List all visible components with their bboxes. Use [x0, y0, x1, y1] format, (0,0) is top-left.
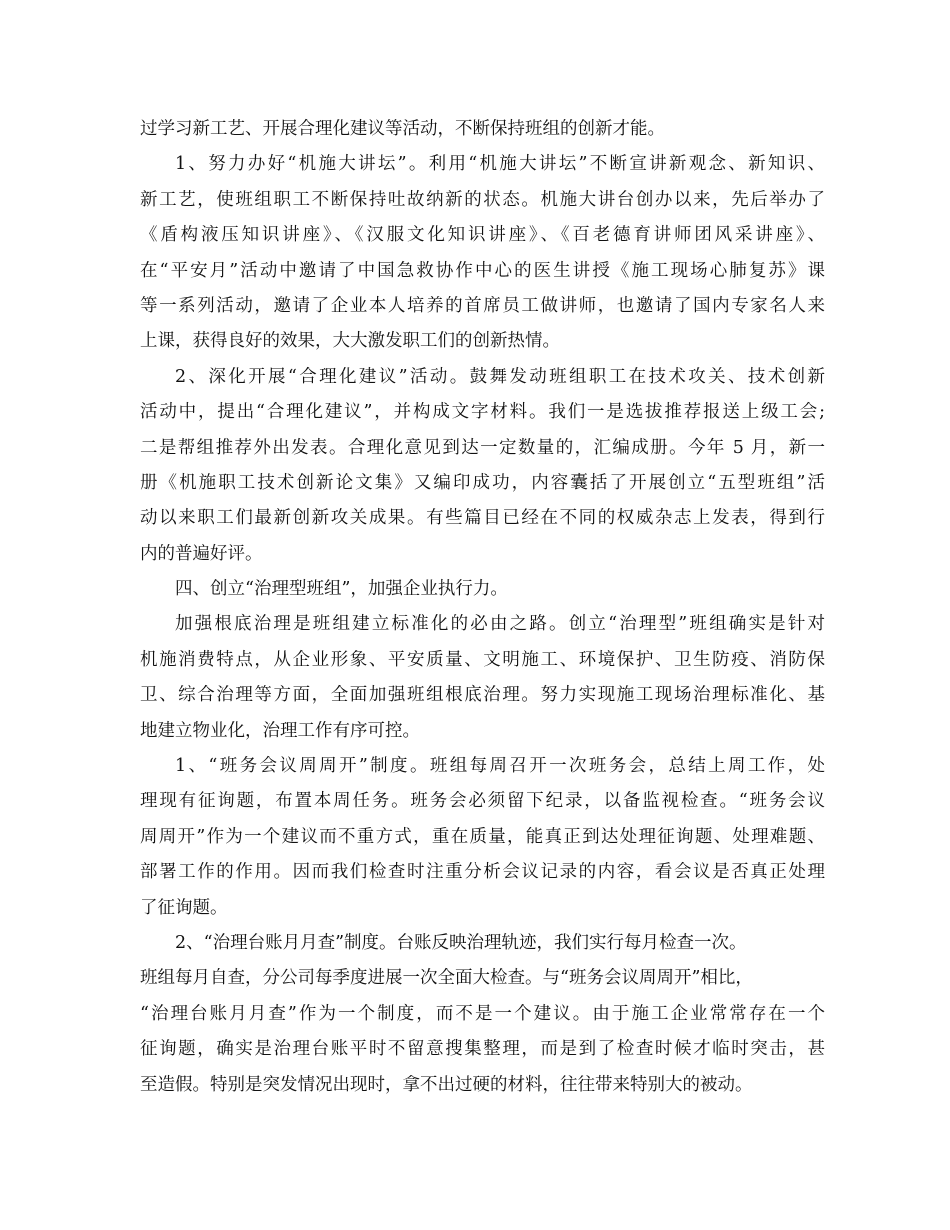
text-line: 册《机施职工技术创新论文集》又编印成功，内容囊括了开展创立“五型班组”活	[140, 472, 825, 493]
section-heading: 四、创立“治理型班组”，加强企业执行力。	[175, 579, 508, 600]
text-line: 理现有征询题，布置本周任务。班务会必须留下纪录，以备监视检查。“班务会议	[140, 791, 825, 812]
text-line: 1、“班务会议周周开”制度。班组每周召开一次班务会，总结上周工作，处	[175, 756, 825, 777]
text-line: 地建立物业化，治理工作有序可控。	[140, 720, 420, 741]
text-line: 活动中，提出“合理化建议”，并构成文字材料。我们一是选拔推荐报送上级工会;	[140, 402, 825, 423]
text-line: 卫、综合治理等方面，全面加强班组根底治理。努力实现施工现场治理标准化、基	[140, 685, 825, 706]
text-line: 动以来职工们最新创新攻关成果。有些篇目已经在不同的权威杂志上发表，得到行	[140, 508, 825, 529]
text-line: 新工艺，使班组职工不断保持吐故纳新的状态。机施大讲台创办以来，先后举办了	[140, 189, 825, 210]
document-body	[140, 112, 825, 1103]
text-line: “治理台账月月查”作为一个制度，而不是一个建议。由于施工企业常常存在一个	[140, 1003, 825, 1024]
text-line: 在“平安月”活动中邀请了中国急救协作中心的医生讲授《施工现场心肺复苏》课	[140, 260, 825, 281]
text-line: 《盾构液压知识讲座》、《汉服文化知识讲座》、《百老德育讲师团风采讲座》、	[140, 225, 825, 246]
text-line: 1、努力办好“机施大讲坛”。利用“机施大讲坛”不断宣讲新观念、新知识、	[175, 154, 825, 175]
text-line: 机施消费特点，从企业形象、平安质量、文明施工、环境保护、卫生防疫、消防保	[140, 649, 825, 670]
text-line: 至造假。特别是突发情况出现时，拿不出过硬的材料，往往带来特别大的被动。	[140, 1074, 753, 1095]
text-line: 等一系列活动，邀请了企业本人培养的首席员工做讲师，也邀请了国内专家名人来	[140, 295, 825, 316]
text-line: 部署工作的作用。因而我们检查时注重分析会议记录的内容，看会议是否真正处理	[140, 862, 825, 883]
text-line: 班组每月自查，分公司每季度进展一次全面大检查。与“班务会议周周开”相比，	[140, 968, 753, 989]
text-line: 加强根底治理是班组建立标准化的必由之路。创立“治理型”班组确实是针对	[175, 614, 825, 635]
text-line: 2、“治理台账月月查”制度。台账反映治理轨迹，我们实行每月检查一次。	[175, 932, 747, 953]
text-line: 周周开”作为一个建议而不重方式，重在质量，能真正到达处理征询题、处理难题、	[140, 826, 825, 847]
text-line: 内的普遍好评。	[140, 543, 263, 564]
text-line: 征询题，确实是治理台账平时不留意搜集整理，而是到了检查时候才临时突击，甚	[140, 1039, 825, 1060]
text-line: 了征询题。	[140, 897, 228, 918]
text-line: 上课，获得良好的效果，大大激发职工们的创新热情。	[140, 331, 560, 352]
text-line: 过学习新工艺、开展合理化建议等活动，不断保持班组的创新才能。	[140, 119, 665, 139]
text-line: 2、深化开展“合理化建议”活动。鼓舞发动班组职工在技术攻关、技术创新	[175, 366, 825, 387]
text-line: 二是帮组推荐外出发表。合理化意见到达一定数量的，汇编成册。今年 5 月，新一	[140, 437, 825, 458]
